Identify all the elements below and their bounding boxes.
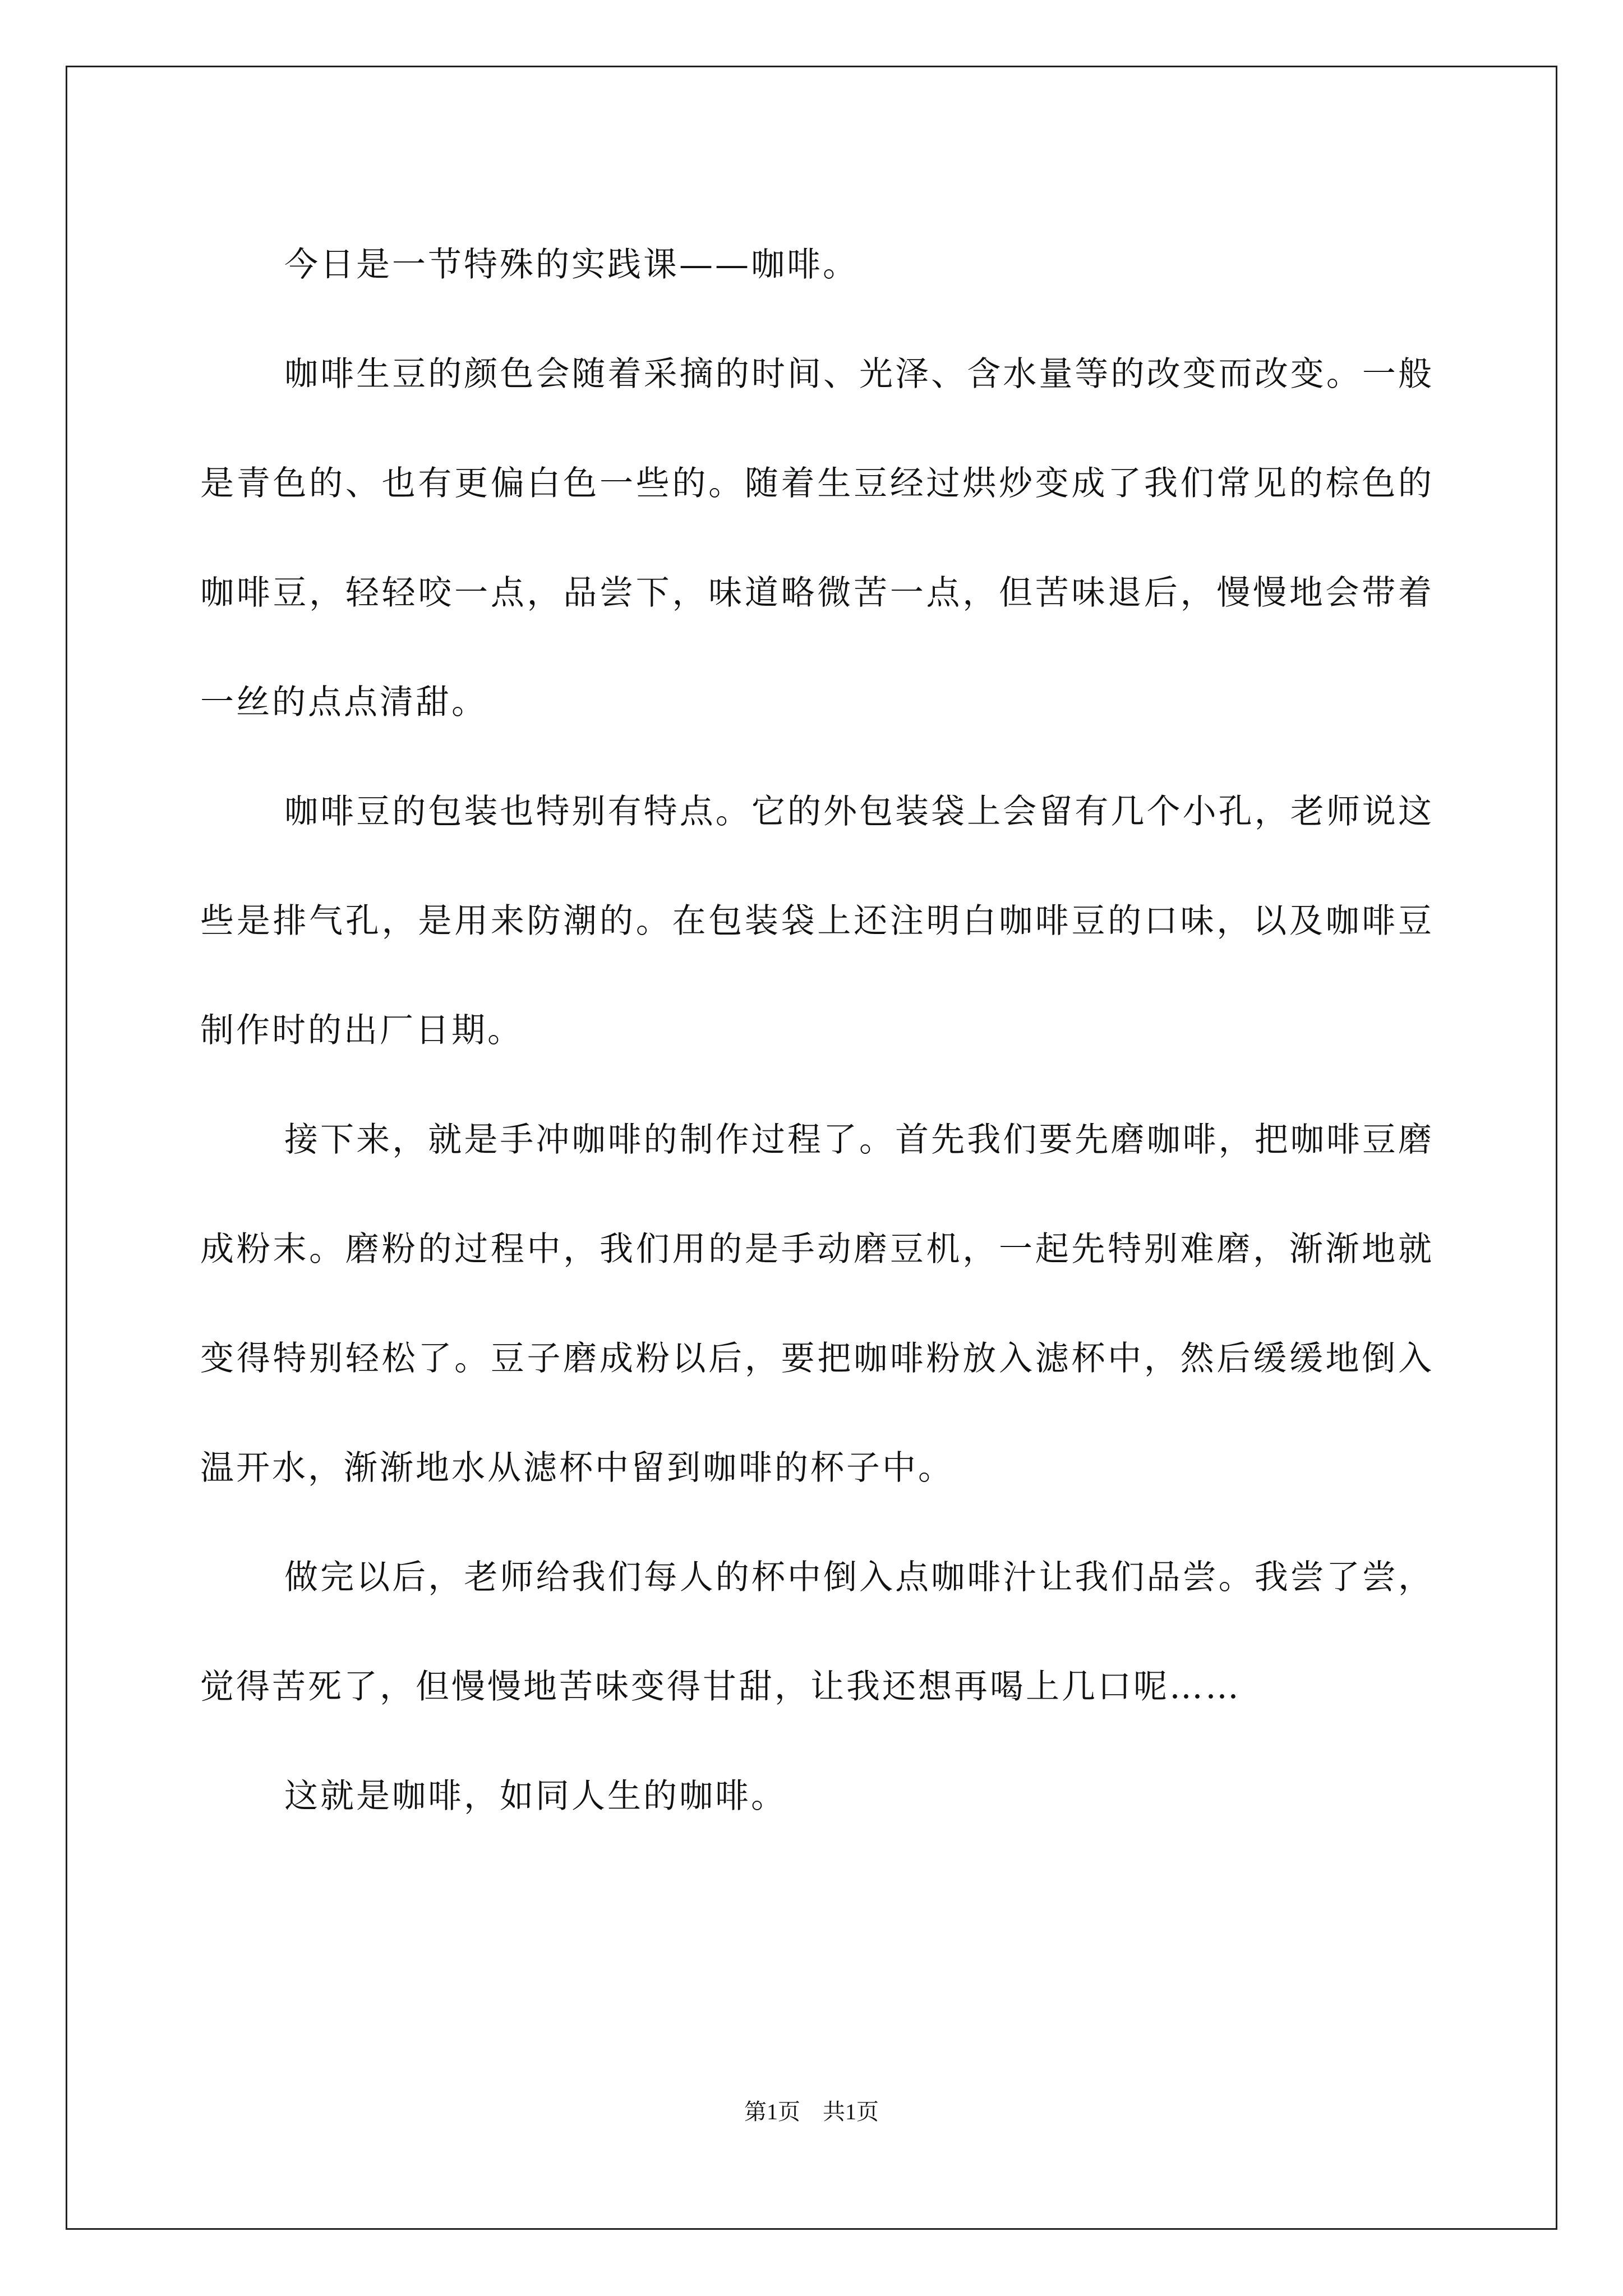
paragraph-2: 咖啡生豆的颜色会随着采摘的时间、光泽、含水量等的改变而改变。一般是青色的、也有更偏白色一些的。随着生豆经过烘炒变成了我们常见的棕色的咖啡豆，轻轻咬一点，品尝下，味道略微苦一点，但苦味退后，慢慢地会带着一丝的点点清甜。 [200, 355, 1434, 722]
paragraph-6: 这就是咖啡，如同人生的咖啡。 [284, 1777, 787, 1816]
paragraph-1: 今日是一节特殊的实践课——咖啡。 [284, 245, 859, 284]
page-number-footer: 第1页 共1页 [744, 2099, 879, 2124]
paragraph-4: 接下来，就是手冲咖啡的制作过程了。首先我们要先磨咖啡，把咖啡豆磨成粉末。磨粉的过程中，我们用的是手动磨豆机，一起先特别难磨，渐渐地就变得特别轻松了。豆子磨成粉以后，要把咖啡粉放入滤杯中，然后缓缓地倒入温开水，渐渐地水从滤杯中留到咖啡的杯子中。 [200, 1120, 1434, 1488]
paragraph-5: 做完以后，老师给我们每人的杯中倒入点咖啡汁让我们品尝。我尝了尝，觉得苦死了，但慢慢地苦味变得甘甜，让我还想再喝上几口呢…… [200, 1558, 1434, 1706]
paragraph-3: 咖啡豆的包装也特别有特点。它的外包装袋上会留有几个小孔，老师说这些是排气孔，是用来防潮的。在包装袋上还注明白咖啡豆的口味，以及咖啡豆制作时的出厂日期。 [200, 792, 1434, 1050]
document-body [200, 210, 1434, 1851]
